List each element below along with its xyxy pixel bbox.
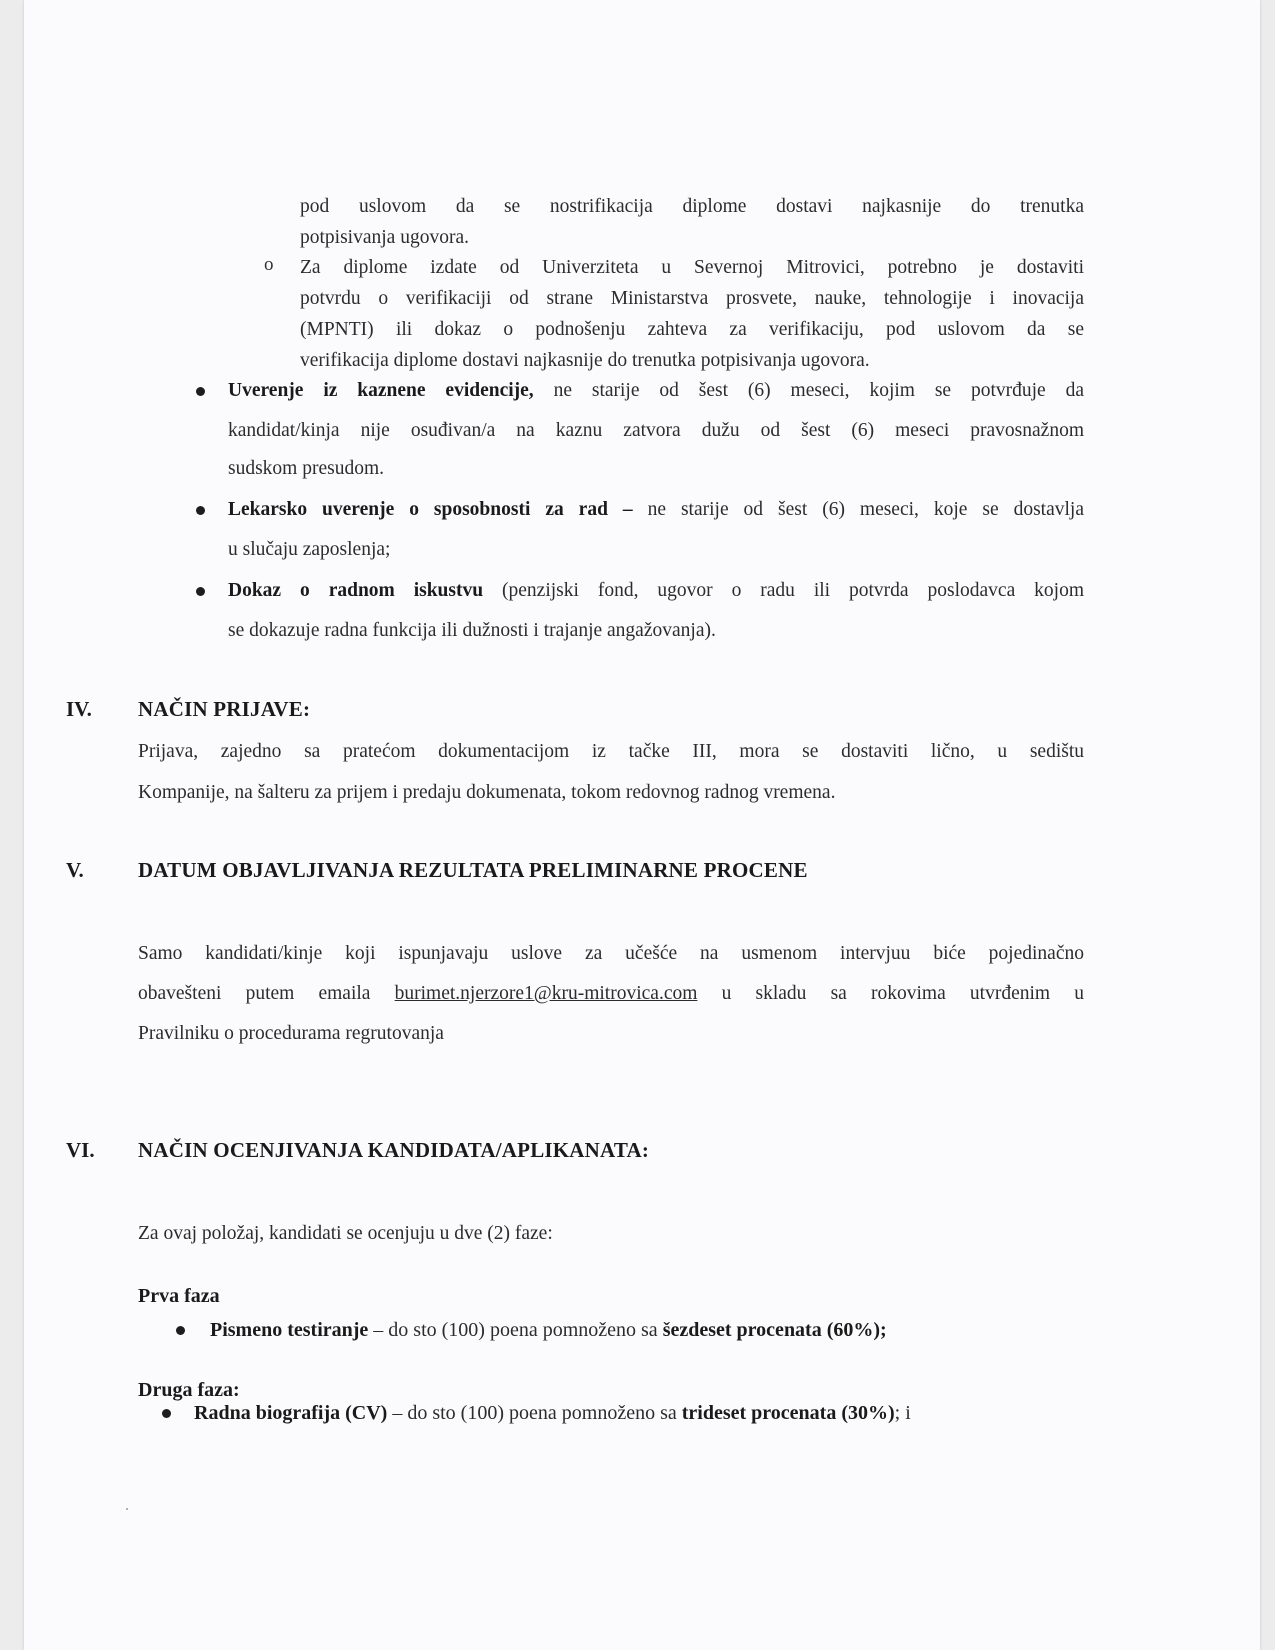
phase-2-bold-2: trideset procenata (30%) <box>681 1402 895 1424</box>
section-v-email-prefix: obavešteni putem emaila <box>138 983 395 1004</box>
section-v-email-suffix: u skladu sa rokovima utvrđenim u <box>697 983 1084 1004</box>
bullet-icon <box>196 387 205 396</box>
bullet-1-bold: Uverenje iz kaznene evidencije, <box>228 380 534 401</box>
bullet-2-line-1 <box>228 494 1084 526</box>
section-v-number: V. <box>66 858 84 882</box>
bullet-icon <box>176 1326 185 1335</box>
section-iv-number: IV. <box>66 697 92 721</box>
phase-1-mid: – do sto (100) poena pomnoženo sa <box>368 1319 663 1341</box>
email-link[interactable]: burimet.njerzore1@kru-mitrovica.com <box>394 983 698 1004</box>
section-v-line-3: Pravilniku o procedurama regrutovanja <box>138 1023 444 1044</box>
bullet-1-line-2: kandidat/kinja nije osuđivan/a na kaznu zatvora dužu od šest (6) meseci pravosnažnom <box>228 420 1084 441</box>
bullet-2-line-2: u slučaju zaposlenja; <box>228 539 391 560</box>
section-iv-title: NAČIN PRIJAVE: <box>138 697 311 721</box>
bullet-3-line-2: se dokazuje radna funkcija ili dužnosti i trajanje angažovanja). <box>228 620 716 641</box>
bullet-3-line-1 <box>228 575 1084 607</box>
bullet-2-rest: ne starije od šest (6) meseci, koje se dostavlja <box>632 499 1084 520</box>
bullet-icon <box>162 1409 171 1418</box>
phase-2-mid: – do sto (100) poena pomnoženo sa <box>387 1402 682 1424</box>
scan-speck <box>126 1508 128 1510</box>
document-page <box>24 0 1260 1650</box>
section-vi-intro: Za ovaj položaj, kandidati se ocenjuju u dve (2) faze: <box>138 1223 553 1244</box>
phase-2-end: ; i <box>894 1402 911 1424</box>
phase-1-label: Prva faza <box>138 1285 220 1307</box>
phase-2-item <box>194 1397 911 1429</box>
section-v-line-1: Samo kandidati/kinje koji ispunjavaju uslove za učešće na usmenom intervjuu biće pojedinačno <box>138 943 1084 964</box>
bullet-1-line-3: sudskom presudom. <box>228 458 384 479</box>
phase-2-bold: Radna biografija (CV) <box>194 1402 388 1424</box>
sub-bullet-marker: o <box>264 254 274 275</box>
section-iv-line-2: Kompanije, na šalteru za prijem i predaju dokumenata, tokom redovnog radnog vremena. <box>138 782 836 803</box>
section-v-line-2 <box>138 978 1084 1010</box>
section-vi-number: VI. <box>66 1138 95 1162</box>
bullet-2-bold: Lekarsko uverenje o sposobnosti za rad – <box>228 499 633 520</box>
bullet-icon <box>196 506 205 515</box>
sub-item-line-4: verifikacija diplome dostavi najkasnije do trenutka potpisivanja ugovora. <box>300 350 870 371</box>
bullet-3-bold: Dokaz o radnom iskustvu <box>228 580 484 601</box>
sub-item-line-3: (MPNTI) ili dokaz o podnošenju zahteva za verifikaciju, pod uslovom da se <box>300 319 1084 340</box>
phase-1-bold: Pismeno testiranje <box>210 1319 369 1341</box>
section-iv-line-1: Prijava, zajedno sa pratećom dokumentacijom iz tačke III, mora se dostaviti lično, u sedištu <box>138 741 1084 762</box>
phase-1-item <box>210 1314 887 1346</box>
section-vi-title: NAČIN OCENJIVANJA KANDIDATA/APLIKANATA: <box>138 1138 650 1162</box>
sub-item-line-1: Za diplome izdate od Univerziteta u Severnoj Mitrovici, potrebno je dostaviti <box>300 257 1084 278</box>
bullet-1-rest: ne starije od šest (6) meseci, kojim se potvrđuje da <box>533 380 1084 401</box>
phase-1-bold-2: šezdeset procenata (60%); <box>662 1319 887 1341</box>
sub-item-line-2: potvrdu o verifikaciji od strane Ministarstva prosvete, nauke, tehnologije i inovacija <box>300 288 1084 309</box>
bullet-3-rest: (penzijski fond, ugovor o radu ili potvrda poslodavca kojom <box>483 580 1084 601</box>
bullet-1-line-1 <box>228 375 1084 407</box>
continuation-line-1: pod uslovom da se nostrifikacija diplome dostavi najkasnije do trenutka <box>300 196 1084 217</box>
bullet-icon <box>196 587 205 596</box>
phase-2-label: Druga faza: <box>138 1379 240 1401</box>
continuation-line-2: potpisivanja ugovora. <box>300 227 469 248</box>
section-v-title: DATUM OBJAVLJIVANJA REZULTATA PRELIMINARNE PROCENE <box>138 858 808 882</box>
